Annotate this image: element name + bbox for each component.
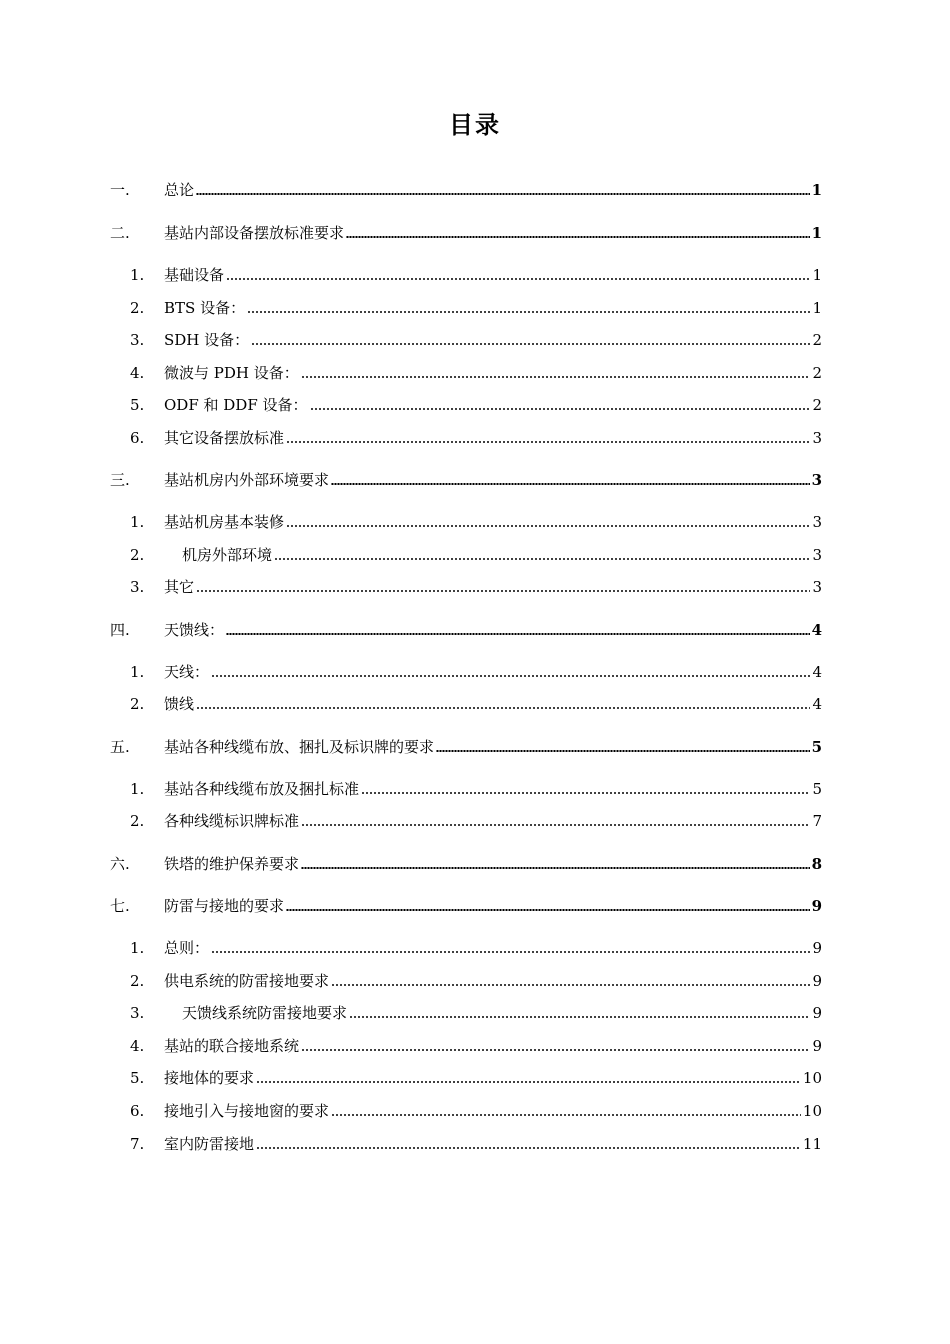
- toc-section-entry[interactable]: [110, 809, 822, 831]
- toc-entry-page-number: 10: [802, 1069, 822, 1087]
- toc-section-entry[interactable]: [110, 328, 822, 350]
- toc-entry-title: BTS 设备：: [164, 299, 246, 317]
- toc-entry-page-number: 2: [812, 396, 822, 414]
- toc-entry-title: 总论: [164, 181, 195, 199]
- toc-dot-leader: [331, 1114, 801, 1116]
- toc-entry-number: 2.: [130, 812, 145, 830]
- toc-dot-leader: [286, 441, 810, 443]
- toc-entry-page-number: 2: [812, 364, 822, 382]
- toc-section-entry[interactable]: [110, 296, 822, 318]
- toc-entry-number: 2.: [130, 546, 145, 564]
- toc-section-entry[interactable]: [110, 426, 822, 448]
- toc-entry-page-number: 1: [812, 299, 822, 317]
- toc-section-entry[interactable]: [110, 543, 822, 565]
- toc-entry-title: 天馈线：: [164, 621, 225, 639]
- toc-entry-number: 四.: [110, 621, 130, 639]
- toc-entry-page-number: 3: [812, 513, 822, 531]
- toc-entry-page-number: 1: [811, 181, 822, 199]
- toc-dot-leader: [196, 590, 810, 592]
- toc-dot-leader: [331, 984, 810, 986]
- toc-dot-leader: [286, 525, 810, 527]
- toc-dot-leader: [436, 750, 810, 752]
- toc-entry-title: 接地引入与接地窗的要求: [164, 1102, 330, 1120]
- toc-entry-number: 5.: [130, 1069, 145, 1087]
- toc-entry-number: 1.: [130, 266, 145, 284]
- toc-entry-title: 总则：: [164, 939, 210, 957]
- toc-entry-number: 1.: [130, 939, 145, 957]
- toc-entry-title: 铁塔的维护保养要求: [164, 855, 300, 873]
- toc-entry-number: 6.: [130, 429, 145, 447]
- toc-chapter-entry[interactable]: [110, 178, 822, 200]
- toc-dot-leader: [251, 343, 810, 345]
- toc-entry-number: 三.: [110, 471, 130, 489]
- toc-dot-leader: [361, 792, 810, 794]
- toc-entry-page-number: 9: [812, 1004, 822, 1022]
- toc-dot-leader: [256, 1081, 801, 1083]
- toc-entry-page-number: 9: [812, 972, 822, 990]
- toc-entry-page-number: 3: [811, 471, 822, 489]
- toc-entry-page-number: 4: [811, 621, 822, 639]
- toc-entry-page-number: 10: [802, 1102, 822, 1120]
- toc-dot-leader: [256, 1147, 801, 1149]
- toc-entry-number: 7.: [130, 1135, 145, 1153]
- toc-dot-leader: [211, 675, 810, 677]
- toc-entry-title: 基站机房基本装修: [164, 513, 285, 531]
- toc-entry-page-number: 9: [811, 897, 822, 915]
- toc-entry-page-number: 9: [812, 1037, 822, 1055]
- toc-section-entry[interactable]: [110, 1099, 822, 1121]
- toc-section-entry[interactable]: [110, 1034, 822, 1056]
- toc-entry-title: 基站机房内外部环境要求: [164, 471, 330, 489]
- toc-dot-leader: [331, 483, 810, 485]
- toc-entry-title: 基站的联合接地系统: [164, 1037, 300, 1055]
- toc-entry-number: 6.: [130, 1102, 145, 1120]
- toc-entry-number: 六.: [110, 855, 130, 873]
- toc-entry-page-number: 7: [812, 812, 822, 830]
- toc-entry-title: 天线：: [164, 663, 210, 681]
- toc-dot-leader: [211, 951, 810, 953]
- toc-entry-page-number: 9: [812, 939, 822, 957]
- toc-entry-page-number: 3: [812, 578, 822, 596]
- toc-chapter-entry[interactable]: [110, 894, 822, 916]
- toc-dot-leader: [226, 278, 810, 280]
- toc-chapter-entry[interactable]: [110, 735, 822, 757]
- toc-title: 目录: [449, 111, 501, 139]
- toc-section-entry[interactable]: [110, 1132, 822, 1154]
- toc-dot-leader: [301, 867, 810, 869]
- toc-entry-page-number: 2: [812, 331, 822, 349]
- toc-entry-number: 五.: [110, 738, 130, 756]
- toc-chapter-entry[interactable]: [110, 468, 822, 490]
- toc-entry-number: 1.: [130, 780, 145, 798]
- toc-section-entry[interactable]: [110, 969, 822, 991]
- toc-entry-page-number: 5: [811, 738, 822, 756]
- toc-entry-page-number: 1: [811, 224, 822, 242]
- toc-section-entry[interactable]: [110, 936, 822, 958]
- toc-section-entry[interactable]: [110, 393, 822, 415]
- toc-entry-title: 基础设备: [164, 266, 225, 284]
- toc-dot-leader: [346, 236, 810, 238]
- toc-entry-page-number: 11: [802, 1135, 822, 1153]
- toc-entry-page-number: 5: [812, 780, 822, 798]
- toc-entry-title: 供电系统的防雷接地要求: [164, 972, 330, 990]
- toc-entry-number: 4.: [130, 1037, 145, 1055]
- toc-dot-leader: [274, 558, 810, 560]
- toc-entry-number: 二.: [110, 224, 130, 242]
- toc-entry-number: 1.: [130, 663, 145, 681]
- toc-entry-title: 机房外部环境: [182, 546, 273, 564]
- toc-dot-leader: [226, 633, 810, 635]
- toc-entry-title: 天馈线系统防雷接地要求: [182, 1004, 348, 1022]
- toc-entry-title: ODF 和 DDF 设备：: [164, 396, 308, 414]
- toc-entry-page-number: 3: [812, 429, 822, 447]
- toc-section-entry[interactable]: [110, 361, 822, 383]
- toc-entry-number: 2.: [130, 299, 145, 317]
- toc-dot-leader: [247, 311, 810, 313]
- toc-dot-leader: [301, 376, 811, 378]
- toc-dot-leader: [301, 824, 810, 826]
- toc-entry-number: 4.: [130, 364, 145, 382]
- toc-entry-title: 其它设备摆放标准: [164, 429, 285, 447]
- toc-entry-number: 3.: [130, 578, 145, 596]
- toc-entry-title: 防雷与接地的要求: [164, 897, 285, 915]
- toc-entry-title: 基站各种线缆布放、捆扎及标识牌的要求: [164, 738, 435, 756]
- toc-chapter-entry[interactable]: [110, 852, 822, 874]
- toc-entry-number: 3.: [130, 1004, 145, 1022]
- toc-section-entry[interactable]: [110, 692, 822, 714]
- toc-section-entry[interactable]: [110, 1066, 822, 1088]
- toc-entry-number: 3.: [130, 331, 145, 349]
- toc-entry-page-number: 3: [812, 546, 822, 564]
- toc-entry-title: 基站各种线缆布放及捆扎标准: [164, 780, 360, 798]
- toc-dot-leader: [196, 193, 810, 195]
- toc-section-entry[interactable]: [110, 777, 822, 799]
- toc-entry-page-number: 4: [812, 695, 822, 713]
- toc-entry-title: 各种线缆标识牌标准: [164, 812, 300, 830]
- toc-entry-page-number: 8: [811, 855, 822, 873]
- toc-section-entry[interactable]: [110, 1001, 822, 1023]
- toc-entry-number: 一.: [110, 181, 130, 199]
- toc-entry-title: 馈线: [164, 695, 195, 713]
- toc-entry-page-number: 4: [812, 663, 822, 681]
- toc-section-entry[interactable]: [110, 575, 822, 597]
- toc-chapter-entry[interactable]: [110, 618, 822, 640]
- toc-entry-title: 室内防雷接地: [164, 1135, 255, 1153]
- toc-dot-leader: [301, 1049, 810, 1051]
- toc-entry-title: 微波与 PDH 设备：: [164, 364, 299, 382]
- toc-dot-leader: [310, 408, 811, 410]
- toc-dot-leader: [349, 1016, 810, 1018]
- toc-entry-number: 2.: [130, 695, 145, 713]
- toc-entry-title: 基站内部设备摆放标准要求: [164, 224, 345, 242]
- toc-dot-leader: [196, 707, 810, 709]
- toc-entry-number: 七.: [110, 897, 130, 915]
- toc-entry-number: 1.: [130, 513, 145, 531]
- toc-section-entry[interactable]: [110, 510, 822, 532]
- toc-entry-number: 2.: [130, 972, 145, 990]
- toc-entry-title: SDH 设备：: [164, 331, 250, 349]
- toc-section-entry[interactable]: [110, 660, 822, 682]
- toc-dot-leader: [286, 909, 810, 911]
- toc-entry-number: 5.: [130, 396, 145, 414]
- toc-section-entry[interactable]: [110, 263, 822, 285]
- toc-entry-page-number: 1: [812, 266, 822, 284]
- toc-entry-title: 其它: [164, 578, 195, 596]
- toc-entry-title: 接地体的要求: [164, 1069, 255, 1087]
- toc-chapter-entry[interactable]: [110, 221, 822, 243]
